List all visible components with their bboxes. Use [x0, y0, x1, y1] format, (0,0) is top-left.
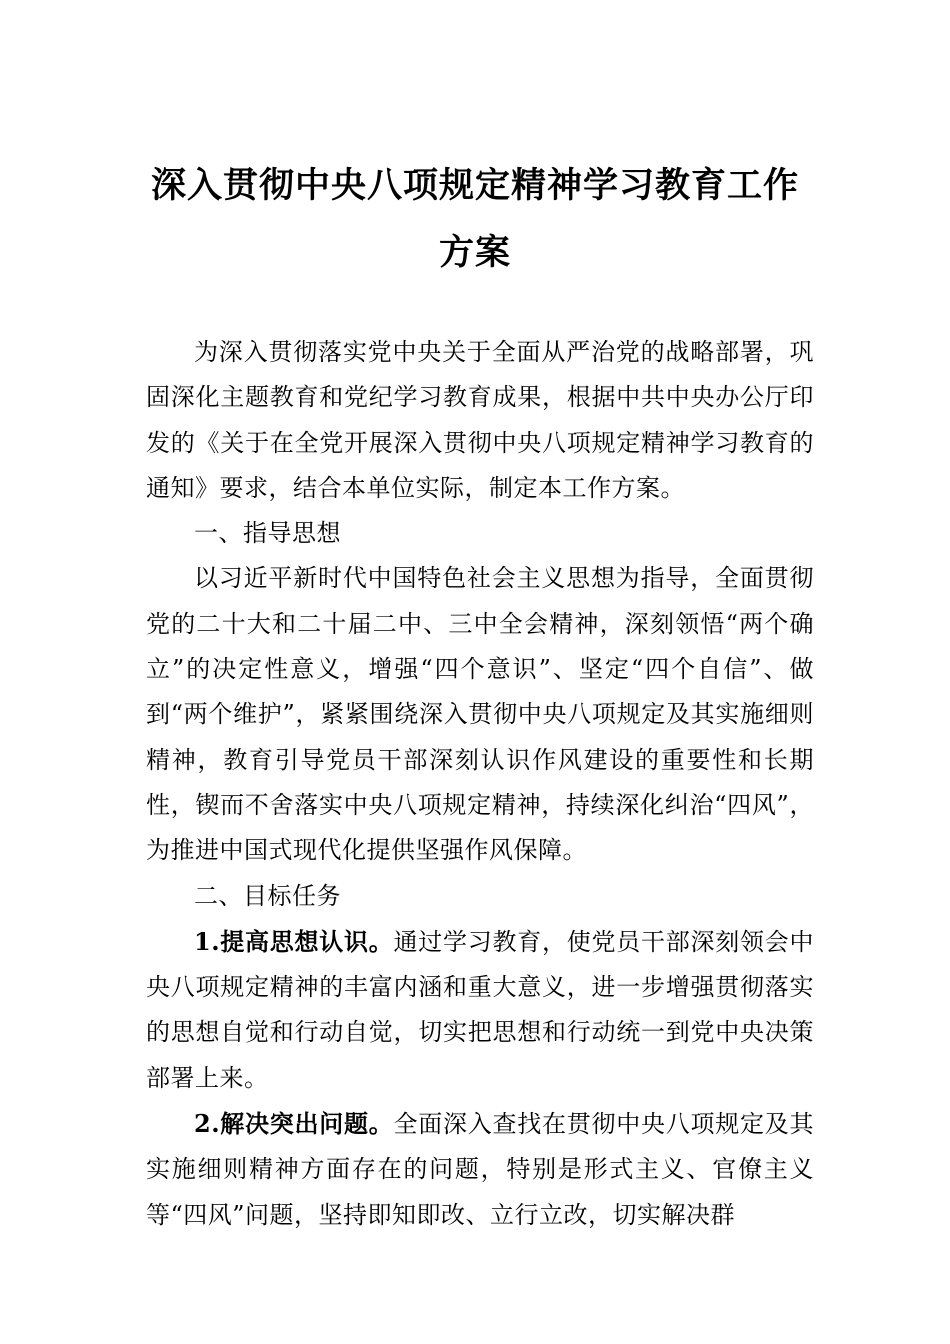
- intro-paragraph: 为深入贯彻落实党中央关于全面从严治党的战略部署，巩固深化主题教育和党纪学习教育成果，根据中共中央办公厅印发的《关于在全党开展深入贯彻中央八项规定精神学习教育的通知》要求，结合本单位实际，制定本工作方案。: [146, 338, 814, 502]
- task-item-2: [146, 1101, 814, 1238]
- task-item-2-lead: 2.解决突出问题。: [194, 1109, 394, 1139]
- section-1-paragraph: 以习近平新时代中国特色社会主义思想为指导，全面贯彻党的二十大和二十届二中、三中全会精神，深刻领悟“两个确立”的决定性意义，增强“四个意识”、坚定“四个自信”、做到“两个维护”，紧紧围绕深入贯彻中央八项规定及其实施细则精神，教育引导党员干部深刻认识作风建设的重要性和长期性，锲而不舍落实中央八项规定精神，持续深化纠治“四风”，为推进中国式现代化提供坚强作风保障。: [146, 564, 814, 865]
- document-title-line-2: 方案: [438, 232, 511, 273]
- document-body: [146, 330, 814, 1238]
- document-title-line-1: 深入贯彻中央八项规定精神学习教育工作: [150, 165, 799, 206]
- task-item-1: [146, 919, 814, 1101]
- task-item-1-lead: 1.提高思想认识。: [194, 926, 394, 956]
- task-item-1-text: 通过学习教育，使党员干部深刻领会中央八项规定精神的丰富内涵和重大意义，进一步增强贯彻落实的思想自觉和行动自觉，切实把思想和行动统一到党中央决策部署上来。: [146, 927, 815, 1092]
- section-2-heading: 二、目标任务: [194, 881, 341, 910]
- section-1-heading: 一、指导思想: [194, 519, 341, 548]
- task-item-2-text: 全面深入查找在贯彻中央八项规定及其实施细则精神方面存在的问题，特别是形式主义、官僚主义等“四风”问题，坚持即知即改、立行立改，切实解决群: [146, 1110, 815, 1229]
